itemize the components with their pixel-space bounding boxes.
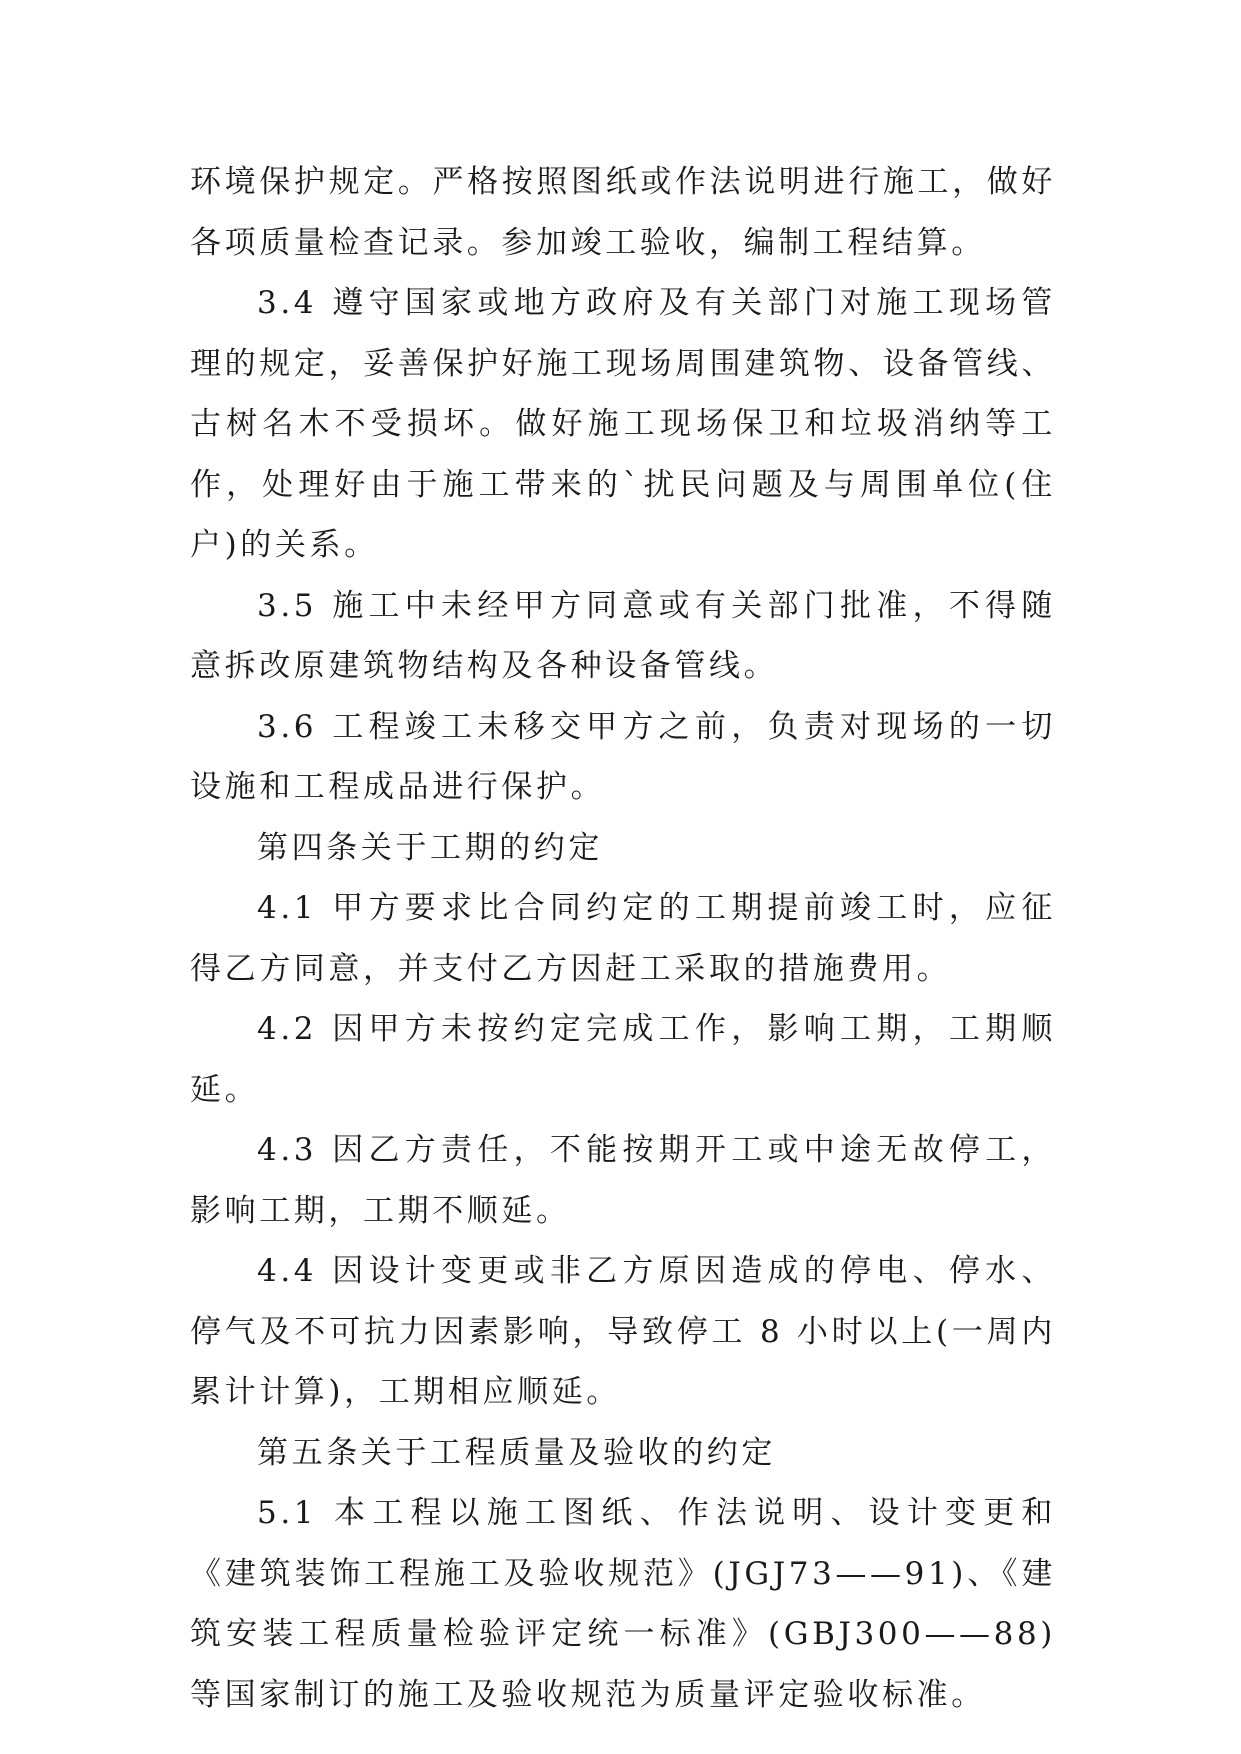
article-5-heading: 第五条关于工程质量及验收的约定 [257, 1434, 776, 1471]
clause-3-5: 3.5 施工中未经甲方同意或有关部门批准，不得随意拆改原建筑物结构及各种设备管线。 [190, 587, 1056, 684]
clause-3-6: 3.6 工程竣工未移交甲方之前，负责对现场的一切设施和工程成品进行保护。 [190, 708, 1056, 805]
clause-3-4: 3.4 遵守国家或地方政府及有关部门对施工现场管理的规定，妥善保护好施工现场周围建筑物、设备管线、古树名木不受损坏。做好施工现场保卫和垃圾消纳等工作，处理好由于施工带来的`扰民问题及与周围单位(住户)的关系。 [190, 285, 1056, 563]
article-4-heading: 第四条关于工期的约定 [257, 829, 603, 866]
clause-4-2: 4.2 因甲方未按约定完成工作，影响工期，工期顺延。 [190, 1011, 1056, 1108]
clause-4-1: 4.1 甲方要求比合同约定的工期提前竣工时，应征得乙方同意，并支付乙方因赶工采取的措施费用。 [190, 890, 1056, 987]
clause-4-4: 4.4 因设计变更或非乙方原因造成的停电、停水、停气及不可抗力因素影响，导致停工 8 小时以上(一周内累计计算)，工期相应顺延。 [190, 1253, 1056, 1410]
paragraph-continuation: 环境保护规定。严格按照图纸或作法说明进行施工，做好各项质量检查记录。参加竣工验收，编制工程结算。 [190, 164, 1056, 261]
clause-4-3: 4.3 因乙方责任，不能按期开工或中途无故停工，影响工期，工期不顺延。 [190, 1132, 1056, 1229]
document-body [190, 152, 1056, 1725]
clause-5-1: 5.1 本工程以施工图纸、作法说明、设计变更和《建筑装饰工程施工及验收规范》(JGJ73——91)、《建筑安装工程质量检验评定统一标准》(GBJ300——88)等国家制订的施工及验收规范为质量评定验收标准。 [190, 1495, 1056, 1713]
